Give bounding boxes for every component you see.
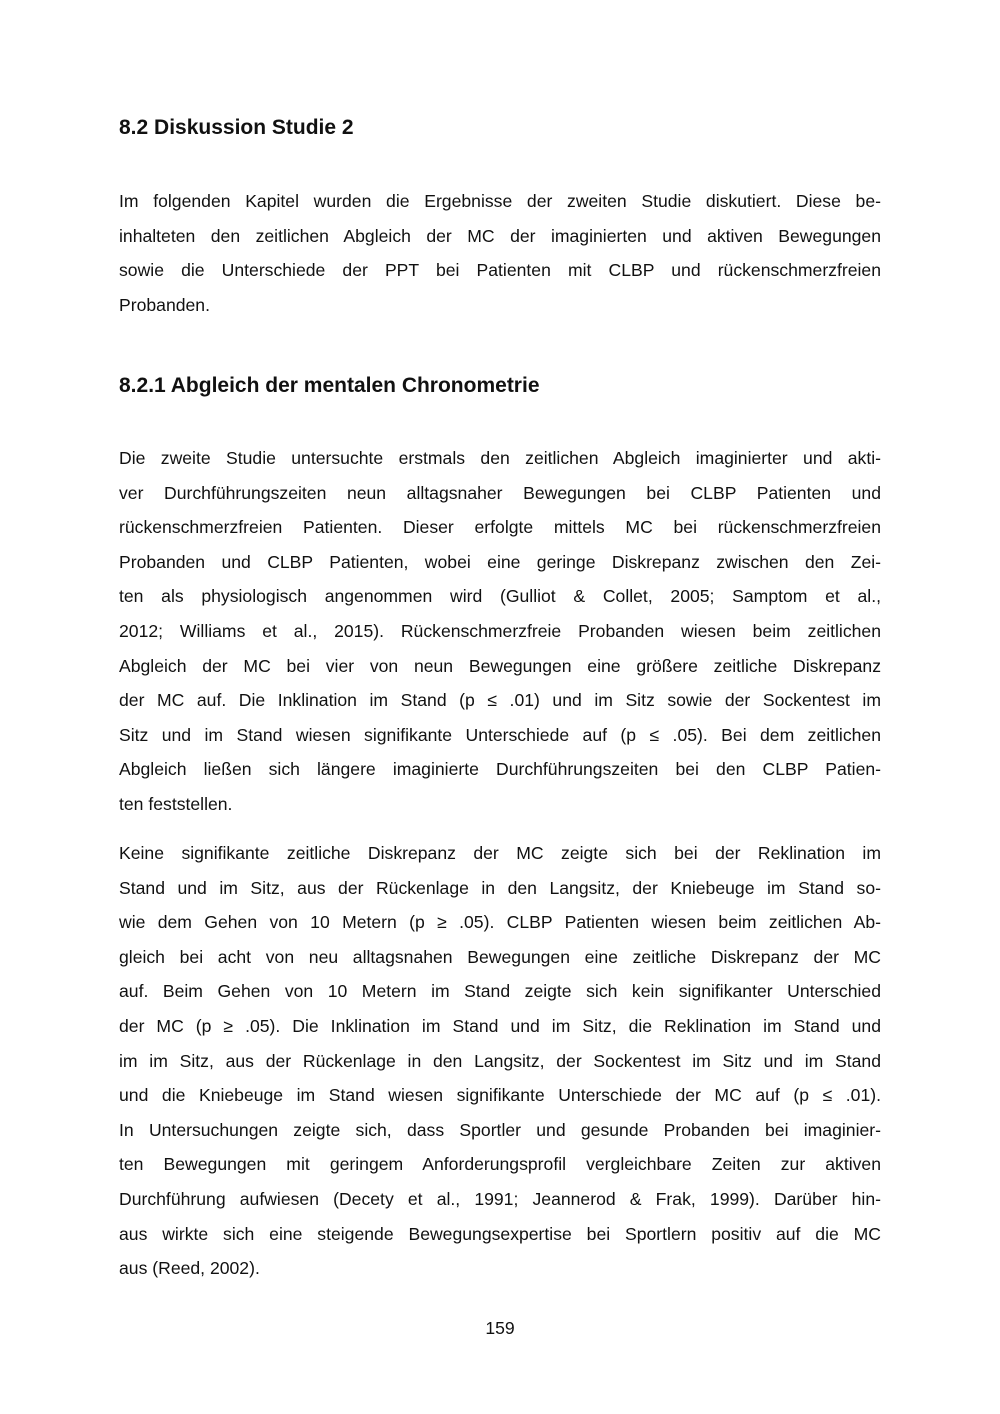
text-line: Probanden. xyxy=(119,294,210,315)
page-number: 159 xyxy=(485,1318,515,1338)
section-heading: 8.2 Diskussion Studie 2 xyxy=(119,116,354,139)
text-line: 2012; Williams et al., 2015). Rückenschmerzfreie Probanden wiesen beim zeitlichen xyxy=(119,620,881,641)
text-line: sowie die Unterschiede der PPT bei Patienten mit CLBP und rückenschmerzfreien xyxy=(119,260,881,281)
text-line: auf. Beim Gehen von 10 Metern im Stand zeigte sich kein signifikanter Unterschied xyxy=(119,981,881,1002)
text-line: Probanden und CLBP Patienten, wobei eine geringe Diskrepanz zwischen den Zei- xyxy=(119,551,881,572)
text-line: der MC (p ≥ .05). Die Inklination im Stand und im Sitz, die Reklination im Stand und xyxy=(119,1015,881,1036)
text-line: Abgleich der MC bei vier von neun Bewegungen eine größere zeitliche Diskrepanz xyxy=(119,655,881,676)
text-line: Durchführung aufwiesen (Decety et al., 1991; Jeannerod & Frak, 1999). Darüber hin- xyxy=(119,1188,881,1209)
text-line: Stand und im Sitz, aus der Rückenlage in den Langsitz, der Kniebeuge im Stand so- xyxy=(119,877,881,898)
text-line: Die zweite Studie untersuchte erstmals den zeitlichen Abgleich imaginierter und akti- xyxy=(119,448,881,468)
text-line: im im Sitz, aus der Rückenlage in den Langsitz, der Sockentest im Sitz und im Stand xyxy=(119,1050,881,1071)
text-line: In Untersuchungen zeigte sich, dass Sportler und gesunde Probanden bei imaginier- xyxy=(119,1119,881,1140)
text-line: wie dem Gehen von 10 Metern (p ≥ .05). CLBP Patienten wiesen beim zeitlichen Ab- xyxy=(119,912,881,933)
text-line: gleich bei acht von neu alltagsnahen Bewegungen eine zeitliche Diskrepanz der MC xyxy=(119,946,881,967)
text-line: Keine signifikante zeitliche Diskrepanz der MC zeigte sich bei der Reklination im xyxy=(119,843,881,863)
text-line: und die Kniebeuge im Stand wiesen signifikante Unterschiede der MC auf (p ≤ .01). xyxy=(119,1085,881,1106)
text-line: ver Durchführungszeiten neun alltagsnaher Bewegungen bei CLBP Patienten und xyxy=(119,482,881,503)
body-paragraph-1 xyxy=(119,441,881,822)
body-paragraph-2 xyxy=(119,836,881,1286)
text-line: aus wirkte sich eine steigende Bewegungsexpertise bei Sportlern positiv auf die MC xyxy=(119,1223,881,1244)
text-line: aus (Reed, 2002). xyxy=(119,1258,260,1279)
text-line: inhalteten den zeitlichen Abgleich der MC der imaginierten und aktiven Bewegungen xyxy=(119,225,881,246)
subsection-heading: 8.2.1 Abgleich der mentalen Chronometrie xyxy=(119,374,540,397)
text-line: Sitz und im Stand wiesen signifikante Unterschiede auf (p ≤ .05). Bei dem zeitlichen xyxy=(119,724,881,745)
intro-paragraph xyxy=(119,184,881,322)
text-line: der MC auf. Die Inklination im Stand (p ≤ .01) und im Sitz sowie der Sockentest im xyxy=(119,690,881,711)
text-line: Im folgenden Kapitel wurden die Ergebnisse der zweiten Studie diskutiert. Diese be- xyxy=(119,191,881,211)
text-line: Abgleich ließen sich längere imaginierte Durchführungszeiten bei den CLBP Patien- xyxy=(119,759,881,780)
text-line: ten Bewegungen mit geringem Anforderungsprofil vergleichbare Zeiten zur aktiven xyxy=(119,1154,881,1175)
text-line: ten als physiologisch angenommen wird (Gulliot & Collet, 2005; Samptom et al., xyxy=(119,586,881,607)
text-line: rückenschmerzfreien Patienten. Dieser erfolgte mittels MC bei rückenschmerzfreien xyxy=(119,517,881,538)
text-line: ten feststellen. xyxy=(119,793,233,814)
